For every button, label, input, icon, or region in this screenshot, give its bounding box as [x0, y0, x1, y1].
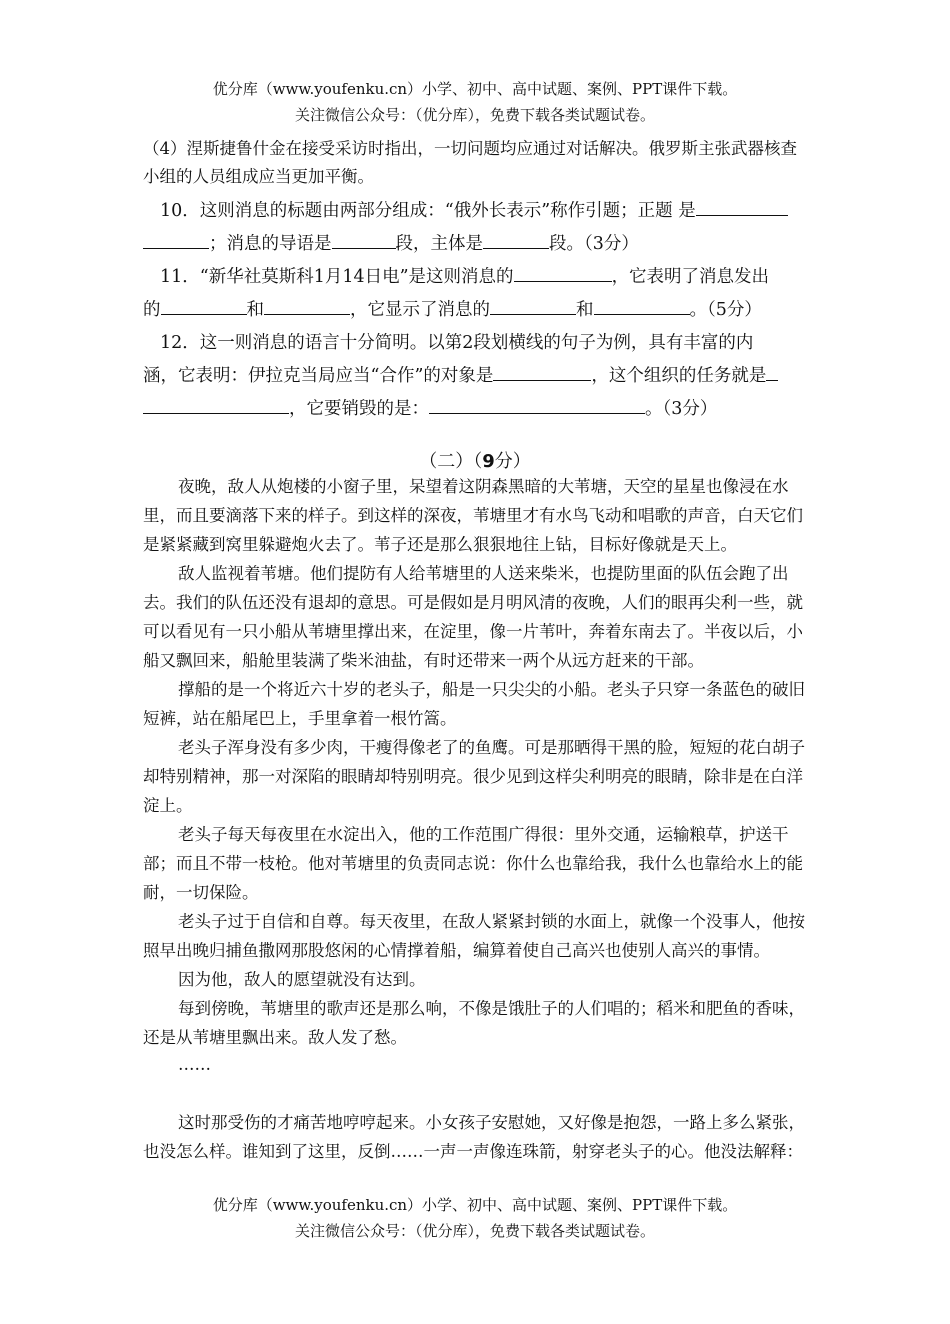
footer-line-1: 优分库（www.youfenku.cn）小学、初中、高中试题、案例、PPT课件下载。 — [212, 1196, 738, 1214]
passage-line: 里，而且要滴落下来的样子。到这样的深夜，苇塘里才有水鸟飞动和唱歌的声音，白天它们 — [143, 506, 803, 525]
passage-line: 老头子每天每夜里在水淀出入，他的工作范围广得很：里外交通，运输粮草，护送干 — [178, 825, 789, 844]
question-10-line-2 — [143, 230, 863, 255]
answer-blank[interactable] — [143, 397, 289, 414]
header-line-2: 关注微信公众号：（优分库），免费下载各类试题试卷。 — [294, 106, 655, 124]
answer-blank[interactable] — [332, 232, 396, 249]
answer-blank[interactable] — [594, 298, 690, 315]
q11-text-d: 和 — [246, 300, 264, 320]
passage-line: 船又飘回来，船舱里装满了柴米油盐，有时还带来一两个从远方赶来的干部。 — [143, 651, 704, 670]
passage-line: 这时那受伤的才痛苦地哼哼起来。小女孩子安慰她，又好像是抱怨，一路上多么紧张， — [178, 1113, 805, 1132]
intro-line-2: 小组的人员组成应当更加平衡。 — [143, 167, 374, 186]
q10-text-a: 10．这则消息的标题由两部分组成：“俄外长表示”称作引题；正题 是 — [160, 201, 696, 221]
header-line-1: 优分库（www.youfenku.cn）小学、初中、高中试题、案例、PPT课件下载。 — [212, 80, 738, 98]
passage-line: 敌人监视着苇塘。他们提防有人给苇塘里的人送来柴米，也提防里面的队伍会跑了出 — [178, 564, 789, 583]
section-heading-right: 分） — [494, 451, 531, 472]
answer-blank[interactable] — [161, 298, 247, 315]
section-score: 9 — [482, 451, 495, 472]
q11-text-f: 和 — [576, 300, 594, 320]
q10-text-d: 段。（3分） — [549, 234, 639, 254]
passage-line: 老头子过于自信和自尊。每天夜里，在敌人紧紧封锁的水面上，就像一个没事人，他按 — [178, 912, 805, 931]
q12-text-e: 。（3分） — [645, 399, 718, 419]
q10-text-b: ；消息的导语是 — [209, 234, 332, 254]
q12-text-c: ，这个组织的任务就是 — [591, 366, 767, 386]
section-heading — [0, 447, 950, 473]
answer-blank[interactable] — [766, 364, 778, 381]
q11-text-e: ，它显示了消息的 — [350, 300, 490, 320]
q11-text-a: 11．“新华社莫斯科1月14日电”是这则消息的 — [160, 267, 514, 287]
passage-line: 耐，一切保险。 — [143, 883, 259, 902]
passage-line: 因为他，敌人的愿望就没有达到。 — [178, 970, 426, 989]
passage-line: 是紧紧藏到窝里躲避炮火去了。苇子还是那么狠狠地往上钻，目标好像就是天上。 — [143, 535, 737, 554]
q11-text-b: ，它表明了消息发出 — [611, 267, 770, 287]
answer-blank[interactable] — [143, 232, 209, 249]
passage-line: 部；而且不带一枝枪。他对苇塘里的负责同志说：你什么也靠给我，我什么也靠给水上的能 — [143, 854, 803, 873]
passage-line: 撑船的是一个将近六十岁的老头子，船是一只尖尖的小船。老头子只穿一条蓝色的破旧 — [178, 680, 805, 699]
question-11-line-2 — [143, 296, 863, 321]
passage-line: 可以看见有一只小船从苇塘里撑出来，在淀里，像一片苇叶，奔着东南去了。半夜以后，小 — [143, 622, 803, 641]
q10-text-c: 段，主体是 — [395, 234, 483, 254]
question-10-line-1 — [160, 197, 880, 222]
answer-blank[interactable] — [696, 199, 788, 216]
question-12-line-3 — [143, 395, 863, 420]
passage-line: 淀上。 — [143, 796, 193, 815]
answer-blank[interactable] — [264, 298, 350, 315]
answer-blank[interactable] — [483, 232, 549, 249]
answer-blank[interactable] — [490, 298, 576, 315]
intro-line-1: （4）涅斯捷鲁什金在接受采访时指出，一切问题均应通过对话解决。俄罗斯主张武器核查 — [143, 139, 797, 158]
q11-text-g: 。（5分） — [689, 300, 762, 320]
q12-text-b: 涵，它表明：伊拉克当局应当“合作”的对象是 — [143, 366, 494, 386]
answer-blank[interactable] — [493, 364, 591, 381]
question-11-line-1 — [160, 263, 880, 288]
answer-blank[interactable] — [429, 397, 645, 414]
passage-line: 却特别精神，那一对深陷的眼睛却特别明亮。很少见到这样尖利明亮的眼睛，除非是在白洋 — [143, 767, 803, 786]
passage-line: 去。我们的队伍还没有退却的意思。可是假如是月明风清的夜晚，人们的眼再尖利一些，就 — [143, 593, 803, 612]
passage-line: 老头子浑身没有多少肉，干瘦得像老了的鱼鹰。可是那晒得干黑的脸，短短的花白胡子 — [178, 738, 805, 757]
question-12-line-2 — [143, 362, 863, 387]
passage-line: 也没怎么样。谁知到了这里，反倒……一声一声像连珠箭，射穿老头子的心。他没法解释： — [143, 1142, 803, 1161]
passage-line: 还是从苇塘里飘出来。敌人发了愁。 — [143, 1028, 407, 1047]
question-12-line-1: 12．这一则消息的语言十分简明。以第2段划横线的句子为例，具有丰富的内 — [160, 333, 754, 353]
passage-line: 夜晚，敌人从炮楼的小窗子里，呆望着这阴森黑暗的大苇塘，天空的星星也像浸在水 — [178, 477, 789, 496]
ellipsis-line: …… — [178, 1055, 211, 1074]
q11-text-c: 的 — [143, 300, 161, 320]
q12-text-d: ，它要销毁的是： — [289, 399, 429, 419]
passage-line: 照早出晚归捕鱼撒网那股悠闲的心情撑着船，编算着使自己高兴也使别人高兴的事情。 — [143, 941, 770, 960]
footer-line-2: 关注微信公众号：（优分库），免费下载各类试题试卷。 — [294, 1222, 655, 1240]
passage-line: 每到傍晚，苇塘里的歌声还是那么响，不像是饿肚子的人们唱的；稻米和肥鱼的香味， — [178, 999, 805, 1018]
section-heading-left: （二）（ — [419, 451, 483, 472]
passage-line: 短裤，站在船尾巴上，手里拿着一根竹篙。 — [143, 709, 457, 728]
answer-blank[interactable] — [514, 265, 612, 282]
